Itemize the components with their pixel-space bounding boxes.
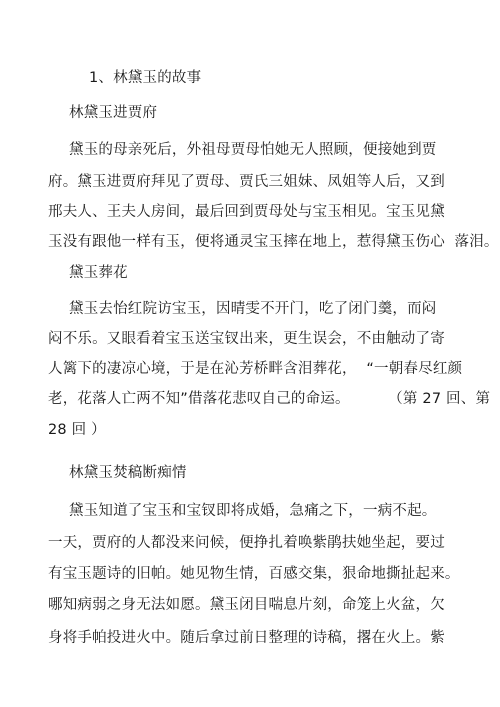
story-1-line-4: 玉没有跟他一样有玉，便将通灵宝玉摔在地上，惹得黛玉伤心 落泪。 bbox=[48, 234, 499, 250]
story-1-line-3: 邢夫人、王夫人房间，最后回到贾母处与宝玉相见。宝玉见黛 bbox=[48, 204, 445, 220]
story-3-line-1: 黛玉知道了宝玉和宝钗即将成婚，急痛之下，一病不起。 bbox=[69, 503, 437, 519]
story-heading-1: 林黛玉进贾府 bbox=[69, 105, 158, 121]
section-title: 1、林黛玉的故事 bbox=[89, 70, 202, 86]
story-heading-3: 林黛玉焚稿断痴情 bbox=[69, 465, 187, 481]
story-3-line-3: 有宝玉题诗的旧帕。她见物生情，百感交集，狠命地撕扯起来。 bbox=[48, 566, 460, 582]
story-3-line-4: 哪知病弱之身无法如愿。黛玉闭目喘息片刻，命笼上火盆，欠 bbox=[48, 597, 445, 613]
story-2-line-2: 闷不乐。又眼看着宝玉送宝钗出来，更生误会，不由触动了寄 bbox=[48, 331, 445, 347]
story-2-line-3: 人篱下的凄凉心境，于是在沁芳桥畔含泪葬花， “一朝春尽红颜 bbox=[48, 361, 463, 377]
story-3-line-5: 身将手帕投进火中。随后拿过前日整理的诗稿，撂在火上。紫 bbox=[48, 630, 445, 646]
story-1-line-1: 黛玉的母亲死后，外祖母贾母怕她无人照顾，便接她到贾 bbox=[69, 142, 437, 158]
story-2-line-5: 28 回 ） bbox=[48, 422, 106, 438]
story-heading-2: 黛玉葬花 bbox=[69, 265, 128, 281]
story-1-line-2: 府。黛玉进贾府拜见了贾母、贾氏三姐妹、凤姐等人后，又到 bbox=[48, 174, 445, 190]
story-3-line-2: 一天，贾府的人都没来问候，便挣扎着唤紫鹃扶她坐起，要过 bbox=[48, 535, 445, 551]
story-2-line-1: 黛玉去怡红院访宝玉，因晴雯不开门，吃了闭门羹，而闷 bbox=[69, 301, 437, 317]
story-2-line-4: 老，花落人亡两不知”借落花悲叹自己的命运。 （第 27 回、第 bbox=[48, 391, 491, 407]
